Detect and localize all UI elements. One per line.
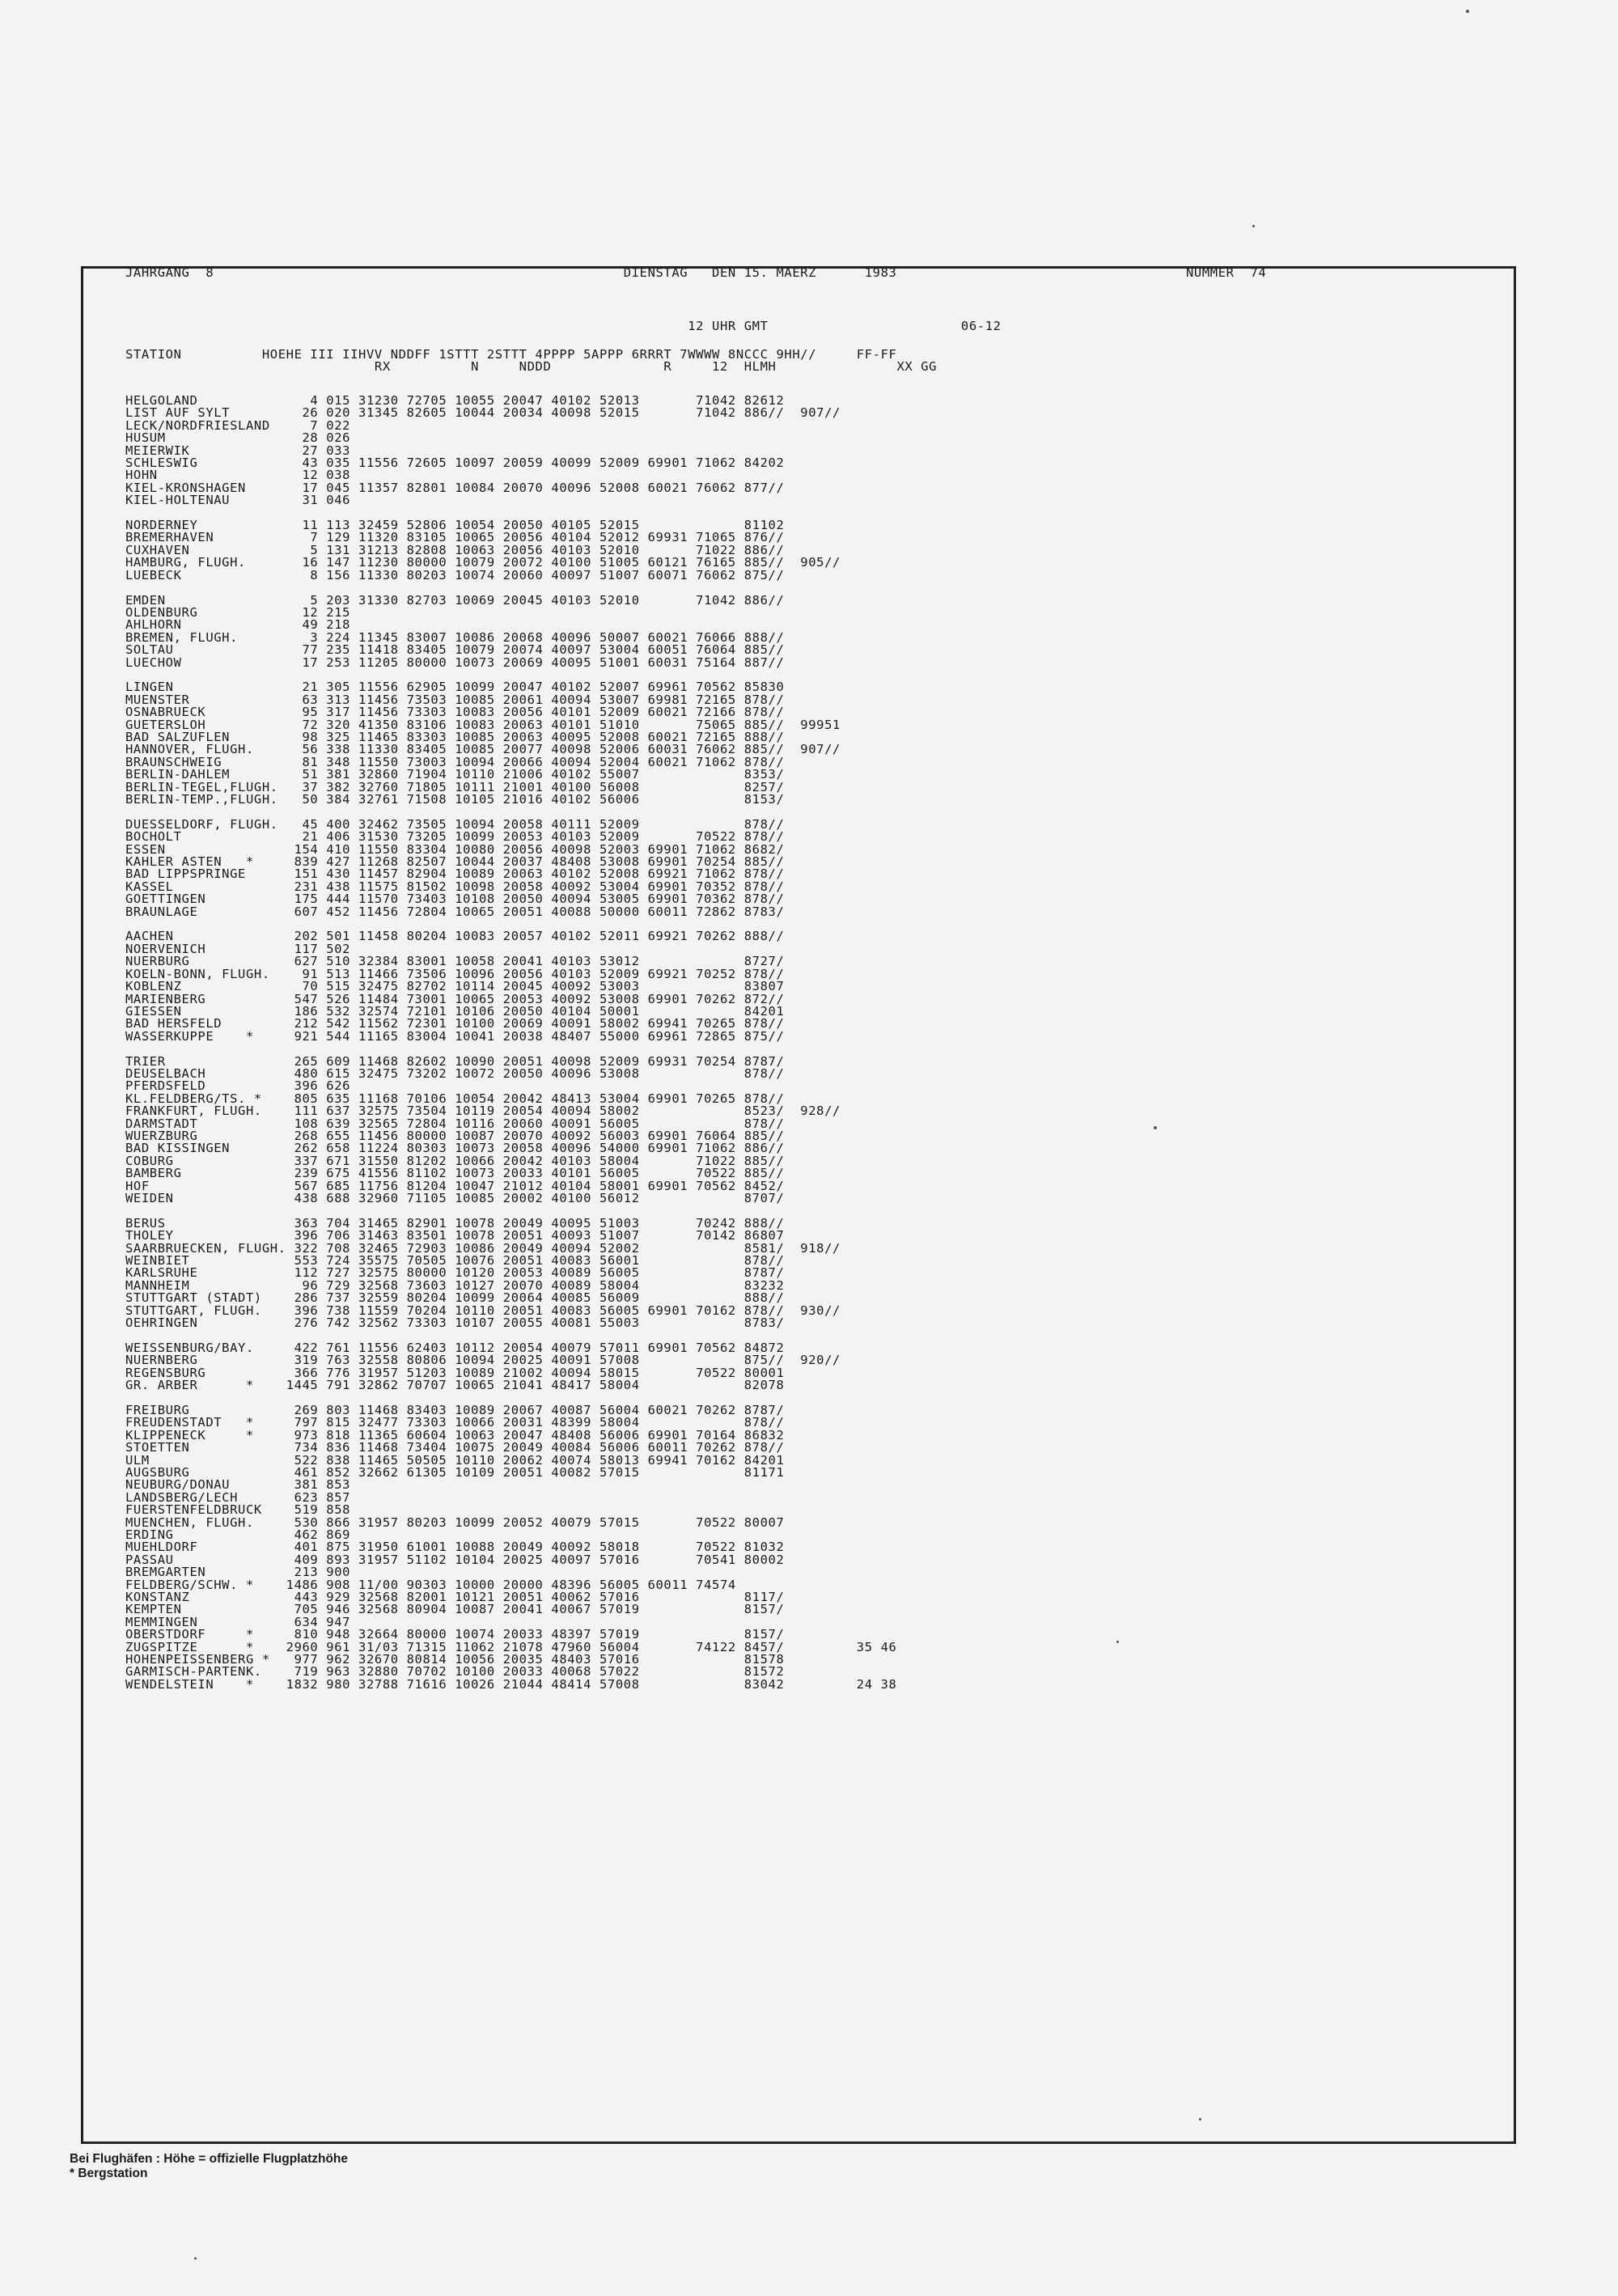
scan-speck [1116,1641,1119,1643]
scan-speck [1466,10,1469,13]
scan-speck [194,2257,197,2260]
station-table: HELGOLAND 4 015 31230 72705 10055 20047 40102 52013 71042 82612 LIST AUF SYLT 26 020 31345 82605 10044 20034 40098 52015 71042 886// 907// LECK/NORDFRIESLAND 7 022 HUSUM 28 026 MEIERWIK 27 033 SCHLESWIG 43 035 11556 72605 10097 20059 40099 52009 69901 71062 84202 HOHN 12 038 KIEL-KRONSHAGEN 17 045 11357 82801 10084 20070 40096 52008 60021 76062 877// KIEL-HOLTENAU 31 046 NORDERNEY 11 113 32459 52806 10054 20050 40105 52015 81102 BREMERHAVEN 7 129 11320 83105 10065 20056 40104 52012 69931 71065 876// CUXHAVEN 5 131 31213 82808 10063 20056 40103 52010 71022 886// HAMBURG, FLUGH. 16 147 11230 80000 10079 20072 40100 51005 60121 76165 885// 905// LUEBECK 8 156 11330 80203 10074 20060 40097 51007 60071 76062 875// EMDEN 5 203 31330 82703 10069 20045 40103 52010 71042 886// OLDENBURG 12 215 AHLHORN 49 218 BREMEN, FLUGH. 3 224 11345 83007 10086 20068 40096 50007 60021 76066 888// SOLTAU 77 235 11418 83405 10079 20074 40097 53004 60051 76064 885// LUECHOW 17 253 11205 80000 10073 20069 40095 51001 60031 75164 887// LINGEN 21 305 11556 62905 10099 20047 40102 52007 69961 70562 85830 MUENSTER 63 313 11456 73503 10085 20061 40094 53007 69981 72165 878// OSNABRUECK 95 317 11456 73303 10083 20056 40101 52009 60021 72166 878// GUETERSLOH 72 320 41350 83106 10083 20063 40101 51010 75065 885// 99951 BAD SALZUFLEN 98 325 11465 83303 10085 20063 40095 52008 60021 72165 888// HANNOVER, FLUGH. 56 338 11330 83405 10085 20077 40098 52006 60031 76062 885// 907// BRAUNSCHWEIG 81 348 11550 73003 10094 20066 40094 52004 60021 71062 878// BERLIN-DAHLEM 51 381 32860 71904 10110 21006 40102 55007 8353/ BERLIN-TEGEL,FLUGH. 37 382 32760 71805 10111 21001 40100 56008 8257/ BERLIN-TEMP.,FLUGH. 50 384 32761 71508 10105 21016 40102 56006 8153/ DUESSELDORF, FLUGH. 45 400 32462 73505 10094 20058 40111 52009 878// BOCHOLT 21 406 31530 73205 10099 20053 40103 52009 70522 878// ESSEN 154 410 11550 83304 10080 20056 40098 52003 69901 71062 8682/ KAHLER ASTEN * 839 427 11268 82507 10044 20037 48408 53008 69901 70254 885// BAD LIPPSPRINGE 151 430 11457 82904 10089 20063 40102 52008 69921 71062 878// KASSEL 231 438 11575 81502 10098 20058 40092 53004 69901 70352 878// GOETTINGEN 175 444 11570 73403 10108 20050 40094 53005 69901 70362 878// BRAUNLAGE 607 452 11456 72804 10065 20051 40088 50000 60011 72862 8783/ AACHEN 202 501 11458 80204 10083 20057 40102 52011 69921 70262 888// NOERVENICH 117 502 NUERBURG 627 510 32384 83001 10058 20041 40103 53012 8727/ KOELN-BONN, FLUGH. 91 513 11466 73506 10096 20056 40103 52009 69921 70252 878// KOBLENZ 70 515 32475 82702 10114 20045 40092 53003 83807 MARIENBERG 547 526 11484 73001 10065 20053 40092 53008 69901 70262 872// GIESSEN 186 532 32574 72101 10106 20050 40104 50001 84201 BAD HERSFELD 212 542 11562 72301 10100 20069 40091 58002 69941 70265 878// WASSERKUPPE * 921 544 11165 83004 10041 20038 48407 55000 69961 72865 875// TRIER 265 609 11468 82602 10090 20051 40098 52009 69931 70254 8787/ DEUSELBACH 480 615 32475 73202 10072 20050 40096 53008 878// PFERDSFELD 396 626 KL.FELDBERG/TS. * 805 635 11168 70106 10054 20042 48413 53004 69901 70265 878// FRANKFURT, FLUGH. 111 637 32575 73504 10119 20054 40094 58002 8523/ 928// DARMSTADT 108 639 32565 72804 10116 20060 40091 56005 878// WUERZBURG 268 655 11456 80000 10087 20070 40092 56003 69901 76064 885// BAD KISSINGEN 262 658 11224 80303 10073 20058 40096 54000 69901 71062 886// COBURG 337 671 31550 81202 10066 20042 40103 58004 71022 885// BAMBERG 239 675 41556 81102 10073 20033 40101 56005 70522 885// HOF 567 685 11756 81204 10047 21012 40104 58001 69901 70562 8452/ WEIDEN 438 688 32960 71105 10085 20002 40100 56012 8707/ BERUS 363 704 31465 82901 10078 20049 40095 51003 70242 888// THOLEY 396 706 31463 83501 10078 20051 40093 51007 70142 86807 SAARBRUECKEN, FLUGH. 322 708 32465 72903 10086 20049 40094 52002 8581/ 918// WEINBIET 553 724 35575 70505 10076 20051 40083 56001 878// KARLSRUHE 112 727 32575 80000 10120 20053 40089 56005 8787/ MANNHEIM 96 729 32568 73603 10127 20070 40089 58004 83232 STUTTGART (STADT) 286 737 32559 80204 10099 20064 40085 56009 888// STUTTGART, FLUGH. 396 738 11559 70204 10110 20051 40083 56005 69901 70162 878// 930// OEHRINGEN 276 742 32562 73303 10107 20055 40081 55003 8783/ WEISSENBURG/BAY. 422 761 11556 62403 10112 20054 40079 57011 69901 70562 84872 NUERNBERG 319 763 32558 80806 10094 20025 40091 57008 875// 920// REGENSBURG 366 776 31957 51203 10089 21002 40094 58015 70522 80001 GR. ARBER * 1445 791 32862 70707 10065 21041 48417 58004 82078 FREIBURG 269 803 11468 83403 10089 20067 40087 56004 60021 70262 8787/ FREUDENSTADT * 797 815 32477 73303 10066 20031 48399 58004 878// KLIPPENECK * 973 818 11365 60604 10063 20047 48408 56006 69901 70164 86832 STOETTEN 734 836 11468 73404 10075 20049 40084 56006 60011 70262 878// ULM 522 838 11465 50505 10110 20062 40074 58013 69941 70162 84201 AUGSBURG 461 852 32662 61305 10109 20051 40082 57015 81171 NEUBURG/DONAU 381 853 LANDSBERG/LECH 623 857 FUERSTENFELDBRUCK 519 858 MUENCHEN, FLUGH. 530 866 31957 80203 10099 20052 40079 57015 70522 80007 ERDING 462 869 MUEHLDORF 401 875 31950 61001 10088 20049 40092 58018 70522 81032 PASSAU 409 893 31957 51102 10104 20025 40097 57016 70541 80002 BREMGARTEN 213 900 FELDBERG/SCHW. * 1486 908 11/00 90303 10000 20000 48396 56005 60011 74574 KONSTANZ 443 929 32568 82001 10121 20051 40062 57016 8117/ KEMPTEN 705 946 32568 80904 10087 20041 40067 57019 8157/ MEMMINGEN 634 947 OBERSTDORF * 810 948 32664 80000 10074 20033 48397 57019 8157/ ZUGSPITZE * 2960 961 31/03 71315 11062 21078 47960 56004 74122 8457/ 35 46 HOHENPEISSENBERG * 977 962 32670 80814 10056 20035 48403 57016 81578 GARMISCH-PARTENK. 719 963 32880 70702 10100 20033 40068 57022 81572 WENDELSTEIN * 1832 980 32788 71616 10026 21044 48414 57008 83042 24 38 [125,393,897,1692]
observation-time: 12 UHR GMT 06-12 [125,319,1002,333]
column-header: STATION HOEHE III IIHVV NDDFF 1STTT 2STTT 4PPPP 5APPP 6RRRT 7WWWW 8NCCC 9HH// FF-FF RX N NDDD R 12 HLMH XX GG [125,347,938,375]
scan-speck [1154,1126,1157,1129]
footnote-airport-height: Bei Flughäfen : Höhe = offizielle Flugplatzhöhe [70,2152,349,2166]
scan-speck [1199,2118,1201,2120]
scan-speck [1252,225,1255,227]
page-header: JAHRGANG 8 DIENSTAG DEN 15. MAERZ 1983 NUMMER 74 [125,265,1267,280]
footnote-mountain-station: * Bergstation [70,2167,148,2180]
footnotes [70,2152,348,2181]
